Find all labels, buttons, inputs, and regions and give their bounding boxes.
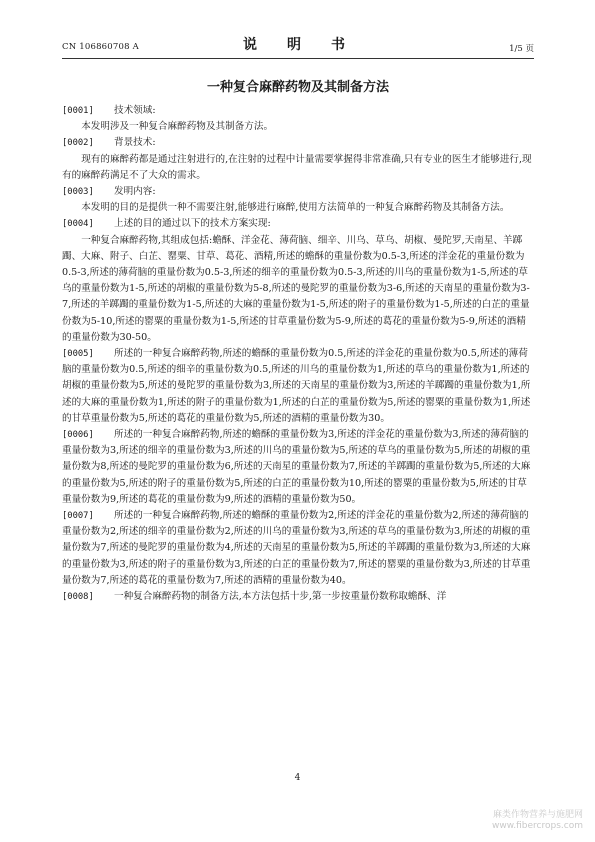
page-header [62, 34, 534, 58]
paragraph-tag: [0001] [62, 106, 94, 116]
watermark-title: 麻类作物营养与施肥网 [492, 810, 583, 820]
paragraph-text: 本发明涉及一种复合麻醉药物及其制备方法。 [81, 121, 274, 133]
paragraph-0005 [62, 346, 534, 427]
document-title: 一种复合麻醉药物及其制备方法 [206, 80, 389, 95]
paragraph-0004 [62, 216, 534, 346]
watermark [492, 810, 583, 832]
paragraph-0003 [62, 184, 534, 216]
paragraph-text: 一种复合麻醉药物的制备方法,本方法包括十步,第一步按重量份数称取蟾酥、洋 [114, 591, 447, 603]
paragraph-text: 本发明的目的是提供一种不需要注射,能够进行麻醉,使用方法简单的一种复合麻醉药物及其制备方法。 [81, 202, 510, 214]
paragraph-text: 一种复合麻醉药物,其组成包括:蟾酥、洋金花、薄荷脑、细辛、川乌、草乌、胡椒、曼陀罗,天南星、羊踯躅、大麻、附子、白芷、罂粟、甘草、葛花、酒精,所述的蟾酥的重量份数为0.5-3,所述的洋金花的重量份数为0.5-3,所述的薄荷脑的重量份数为0.5-3,所述的细辛的重量份数为0.5-3,所述的川乌的重量份数为1-5,所述的草乌的重量份数为1-5,所述的胡椒的重量份数为5-8,所述的曼陀罗的重量份数为3-6,所述的天南星的重量份数为3-7,所述的羊踯躅的重量份数为1-5,所述的大麻的重量份数为1-5,所述的附子的重量份数为1-5,所述的白芷的重量份数为5-10,所述的罂粟的重量份数为1-5,所述的甘草重量份数为5-9,所述的葛花的重量份数为5-9,所述的酒精的重量份数为30-50。 [62, 234, 530, 343]
paragraph-0007 [62, 508, 534, 589]
paragraph-tag: [0003] [62, 187, 94, 198]
header-rule [62, 58, 534, 59]
paragraph-tag: [0004] [62, 219, 94, 230]
paragraph-heading: 发明内容: [114, 186, 156, 198]
paragraph-tag: [0005] [62, 349, 94, 360]
document-body [62, 103, 534, 605]
paragraph-0001 [62, 103, 534, 135]
paragraph-tag: [0007] [62, 511, 94, 522]
watermark-url: www.fibercrops.com [492, 821, 583, 831]
patent-number: CN 106860708 A [62, 42, 139, 52]
paragraph-heading: 技术领域: [114, 105, 156, 116]
paragraph-0002 [62, 135, 534, 184]
paragraph-tag: [0006] [62, 430, 94, 441]
page-number: 4 [294, 773, 301, 783]
paragraph-0006 [62, 427, 534, 508]
paragraph-heading: 背景技术: [114, 137, 156, 149]
paragraph-tag: [0002] [62, 138, 94, 149]
paragraph-text: 现有的麻醉药都是通过注射进行的,在注射的过程中计量需要掌握得非常准确,只有专业的医生才能够进行,现有的麻醉药满足不了大众的需求。 [62, 153, 532, 181]
paragraph-heading: 上述的目的通过以下的技术方案实现: [114, 218, 271, 230]
document-type: 说 明 书 [243, 37, 353, 53]
paragraph-text: 所述的一种复合麻醉药物,所述的蟾酥的重量份数为0.5,所述的洋金花的重量份数为0.5,所述的薄荷脑的重量份数为0.5,所述的细辛的重量份数为0.5,所述的川乌的重量份数为1,所述的草乌的重量份数为1,所述的胡椒的重量份数为5,所述的曼陀罗的重量份数为3,所述的天南星的重量份数为3,所述的羊踯躅的重量份数为1,所述的大麻的重量份数为1,所述的附子的重量份数为1,所述的白芷的重量份数为5,所述的罂粟的重量份数为1,所述的甘草重量份数为5,所述的葛花的重量份数为5,所述的酒精的重量份数为30。 [62, 348, 531, 424]
paragraph-tag: [0008] [62, 592, 94, 603]
paragraph-0008 [62, 589, 534, 605]
paragraph-text: 所述的一种复合麻醉药物,所述的蟾酥的重量份数为2,所述的洋金花的重量份数为2,所述的薄荷脑的重量份数为2,所述的细辛的重量份数为2,所述的川乌的重量份数为3,所述的草乌的重量份数为3,所述的胡椒的重量份数为7,所述的曼陀罗的重量份数为4,所述的天南星的重量份数为5,所述的羊踯躅的重量份数为3,所述的大麻的重量份数为3,所述的附子的重量份数为3,所述的白芷的重量份数为7,所述的罂粟的重量份数为3,所述的甘草重量份数为7,所述的葛花的重量份数为7,所述的酒精的重量份数为40。 [62, 510, 531, 586]
page-info: 1/5 页 [509, 44, 534, 54]
paragraph-text: 所述的一种复合麻醉药物,所述的蟾酥的重量份数为3,所述的洋金花的重量份数为3,所述的薄荷脑的重量份数为3,所述的细辛的重量份数为3,所述的川乌的重量份数为5,所述的草乌的重量份数为5,所述的胡椒的重量份数为8,所述的曼陀罗的重量份数为6,所述的天南星的重量份数为7,所述的羊踯躅的重量份数为5,所述的大麻的重量份数为5,所述的附子的重量份数为5,所述的白芷的重量份数为10,所述的罂粟的重量份数为5,所述的甘草重量份数为9,所述的葛花的重量份数为9,所述的酒精的重量份数为50。 [62, 429, 531, 505]
